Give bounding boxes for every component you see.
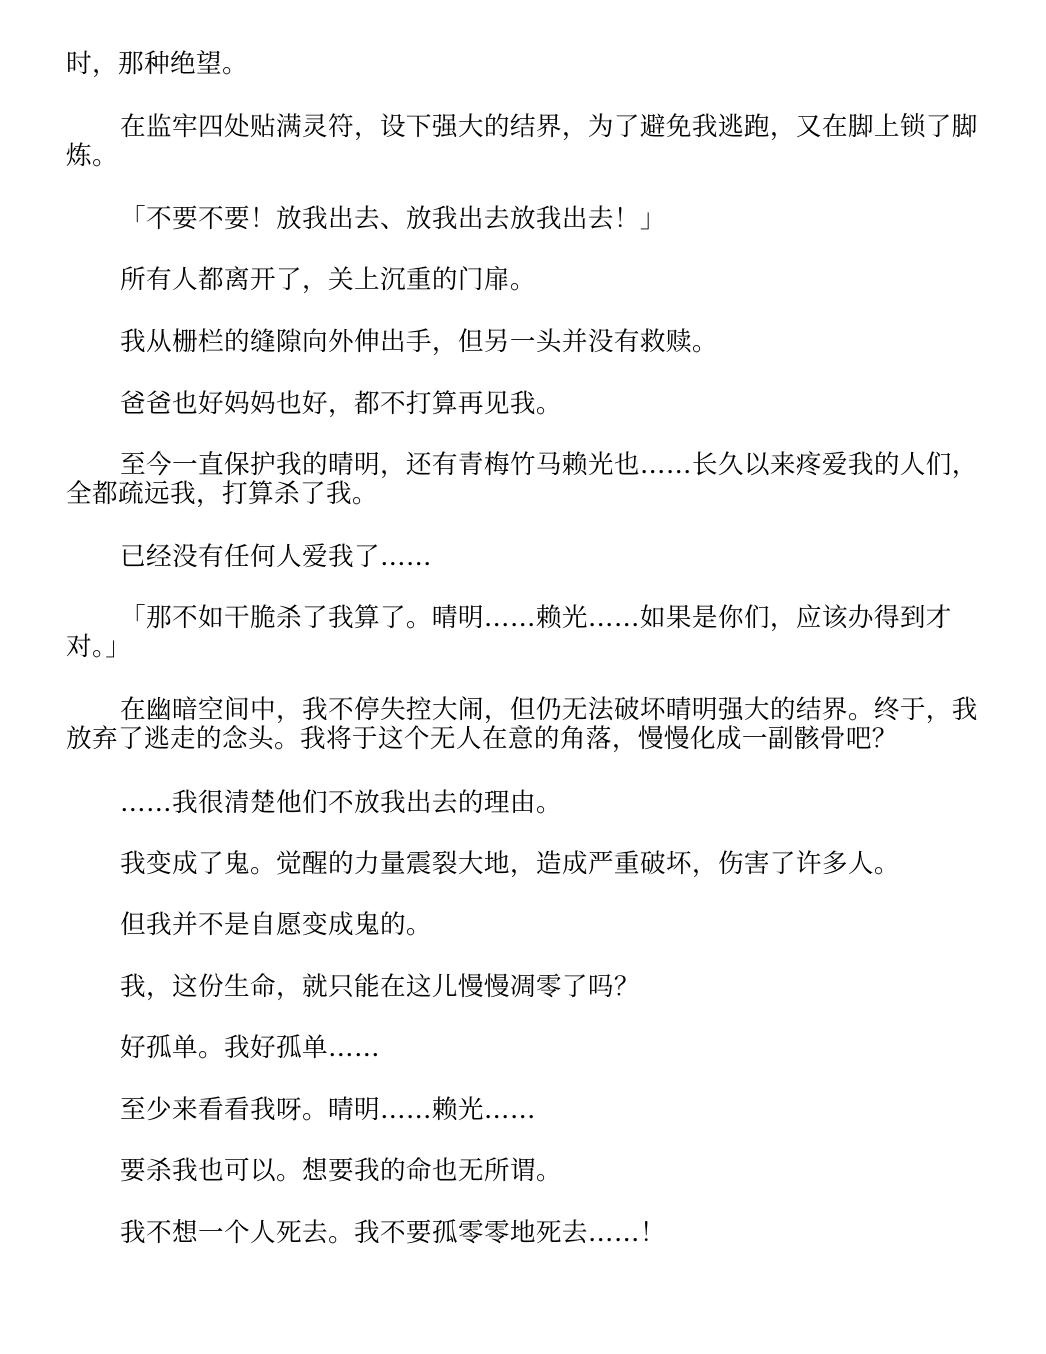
paragraph-6: 爸爸也好妈妈也好，都不打算再见我。 — [120, 389, 562, 419]
paragraph-8: 已经没有任何人爱我了…… — [120, 542, 432, 572]
paragraph-11: ……我很清楚他们不放我出去的理由。 — [120, 788, 562, 818]
paragraph-2: 在监牢四处贴满灵符，设下强大的结界，为了避免我逃跑，又在脚上锁了脚炼。 — [66, 112, 978, 171]
paragraph-13: 但我并不是自愿变成鬼的。 — [120, 910, 432, 940]
paragraph-18: 我不想一个人死去。我不要孤零零地死去……！ — [120, 1218, 666, 1248]
paragraph-1: 时，那种绝望。 — [66, 49, 248, 79]
paragraph-10: 在幽暗空间中，我不停失控大闹，但仍无法破坏晴明强大的结界。终于，我放弃了逃走的念头。我将于这个无人在意的角落，慢慢化成一副骸骨吧？ — [66, 695, 978, 754]
paragraph-12: 我变成了鬼。觉醒的力量震裂大地，造成严重破坏，伤害了许多人。 — [120, 849, 900, 879]
paragraph-5: 我从栅栏的缝隙向外伸出手，但另一头并没有救赎。 — [120, 327, 718, 357]
paragraph-14: 我，这份生命，就只能在这儿慢慢凋零了吗？ — [120, 972, 640, 1002]
paragraph-15: 好孤单。我好孤单…… — [120, 1033, 380, 1063]
paragraph-17: 要杀我也可以。想要我的命也无所谓。 — [120, 1156, 562, 1186]
paragraph-3: 「不要不要！放我出去、放我出去放我出去！」 — [120, 204, 666, 234]
paragraph-16: 至少来看看我呀。晴明……赖光…… — [120, 1095, 536, 1125]
paragraph-9: 「那不如干脆杀了我算了。晴明……赖光……如果是你们，应该办得到才对。」 — [66, 603, 952, 662]
paragraph-7: 至今一直保护我的晴明，还有青梅竹马赖光也……长久以来疼爱我的人们，全都疏远我，打算杀了我。 — [66, 450, 978, 509]
paragraph-4: 所有人都离开了，关上沉重的门扉。 — [120, 265, 536, 295]
